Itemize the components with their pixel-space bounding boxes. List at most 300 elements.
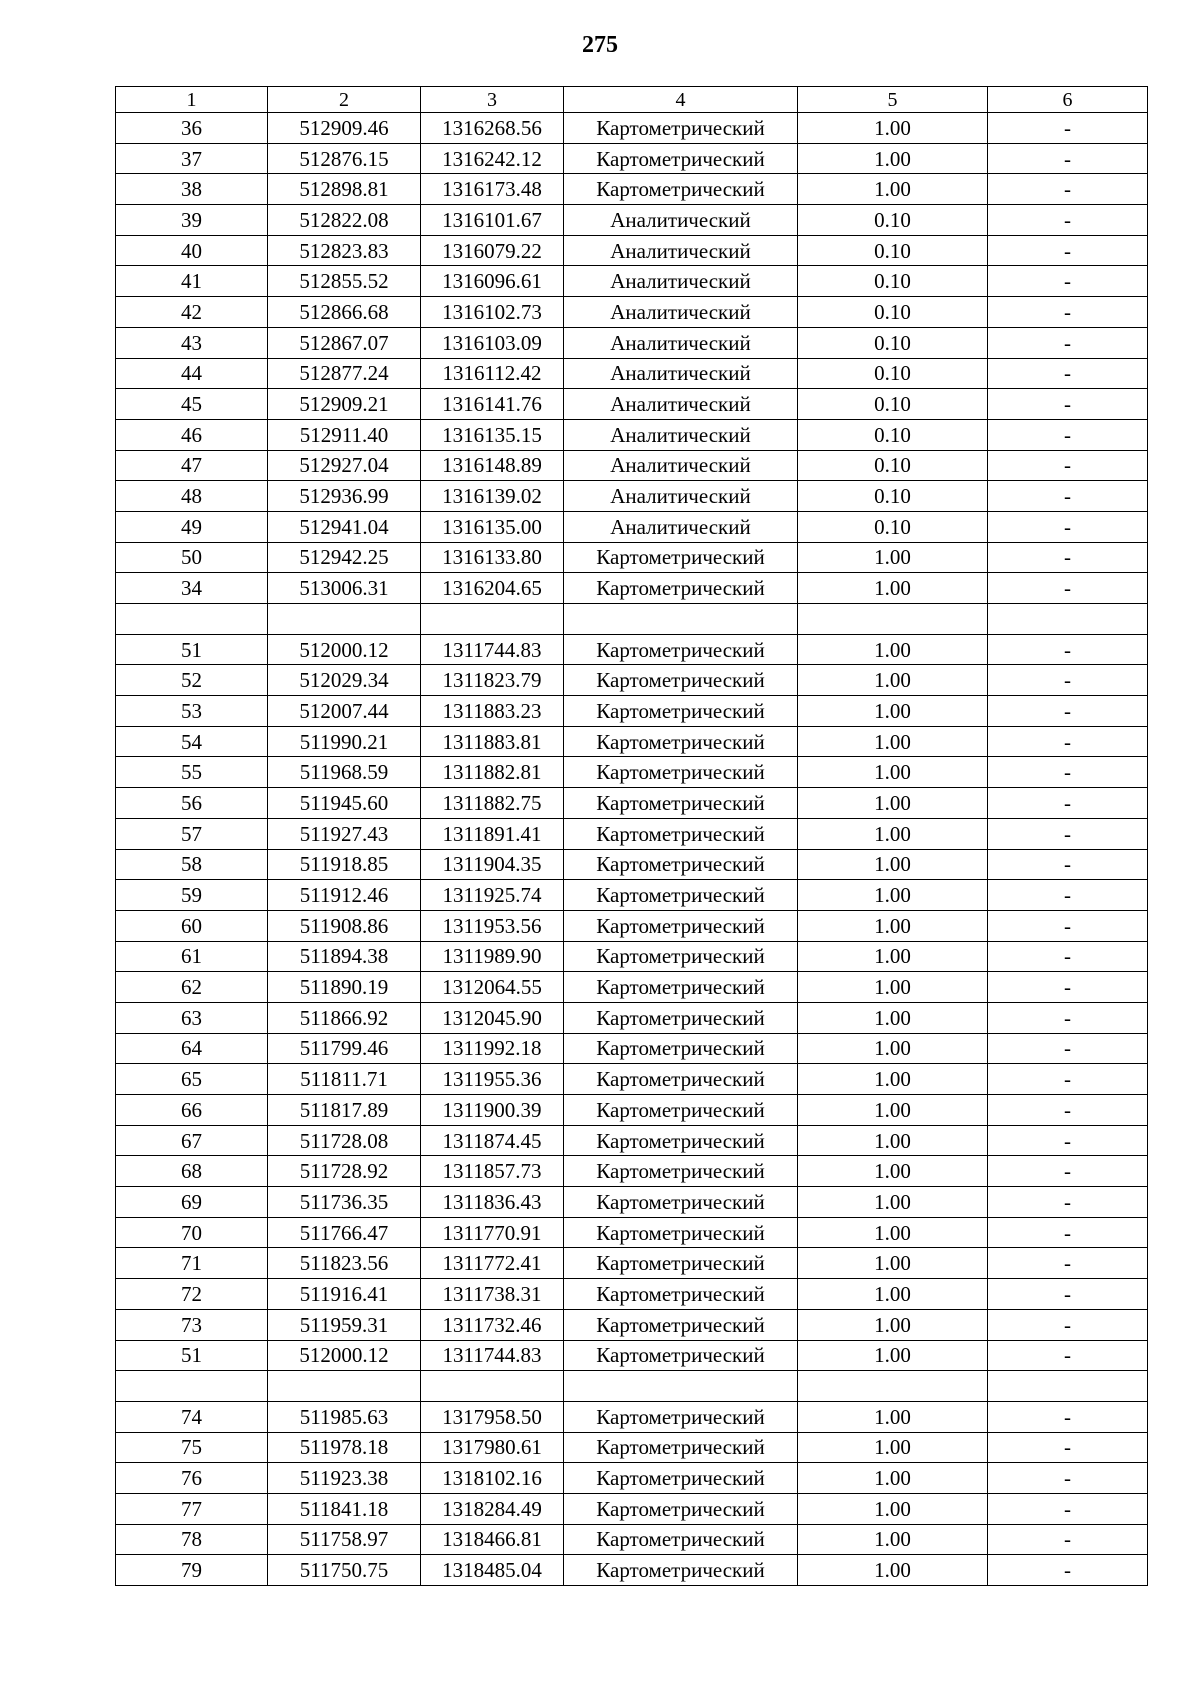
accuracy-cell: 0.10 — [798, 327, 988, 358]
y-coordinate-cell: 1317958.50 — [421, 1401, 564, 1432]
table-row — [116, 910, 1148, 941]
method-cell: Картометрический — [564, 726, 798, 757]
y-coordinate-cell: 1317980.61 — [421, 1432, 564, 1463]
column-header: 6 — [988, 87, 1148, 113]
point-number-cell: 43 — [116, 327, 268, 358]
accuracy-cell: 1.00 — [798, 1524, 988, 1555]
table-row — [116, 1033, 1148, 1064]
note-cell: - — [988, 1033, 1148, 1064]
y-coordinate-cell: 1311772.41 — [421, 1248, 564, 1279]
y-coordinate-cell: 1316204.65 — [421, 573, 564, 604]
x-coordinate-cell: 512911.40 — [268, 419, 421, 450]
accuracy-cell: 1.00 — [798, 113, 988, 144]
point-number-cell: 39 — [116, 205, 268, 236]
method-cell: Аналитический — [564, 358, 798, 389]
accuracy-cell: 1.00 — [798, 143, 988, 174]
accuracy-cell: 1.00 — [798, 1463, 988, 1494]
accuracy-cell: 0.10 — [798, 205, 988, 236]
accuracy-cell: 1.00 — [798, 941, 988, 972]
method-cell: Картометрический — [564, 1002, 798, 1033]
note-cell: - — [988, 174, 1148, 205]
x-coordinate-cell: 511985.63 — [268, 1401, 421, 1432]
accuracy-cell: 1.00 — [798, 1432, 988, 1463]
y-coordinate-cell: 1316141.76 — [421, 389, 564, 420]
method-cell: Аналитический — [564, 450, 798, 481]
table-header-row — [116, 87, 1148, 113]
x-coordinate-cell: 511908.86 — [268, 910, 421, 941]
note-cell: - — [988, 1279, 1148, 1310]
method-cell: Картометрический — [564, 634, 798, 665]
note-cell: - — [988, 972, 1148, 1003]
column-header: 4 — [564, 87, 798, 113]
note-cell: - — [988, 910, 1148, 941]
note-cell: - — [988, 113, 1148, 144]
x-coordinate-cell: 511890.19 — [268, 972, 421, 1003]
point-number-cell: 60 — [116, 910, 268, 941]
point-number-cell: 57 — [116, 818, 268, 849]
point-number-cell: 54 — [116, 726, 268, 757]
method-cell: Картометрический — [564, 972, 798, 1003]
table-row — [116, 1156, 1148, 1187]
x-coordinate-cell: 512927.04 — [268, 450, 421, 481]
x-coordinate-cell: 512867.07 — [268, 327, 421, 358]
note-cell: - — [988, 1095, 1148, 1126]
x-coordinate-cell: 512823.83 — [268, 235, 421, 266]
note-cell: - — [988, 511, 1148, 542]
y-coordinate-cell: 1318102.16 — [421, 1463, 564, 1494]
accuracy-cell: 1.00 — [798, 1125, 988, 1156]
accuracy-cell: 1.00 — [798, 1248, 988, 1279]
method-cell: Картометрический — [564, 1217, 798, 1248]
table-row — [116, 1187, 1148, 1218]
method-cell: Картометрический — [564, 910, 798, 941]
method-cell: Картометрический — [564, 1064, 798, 1095]
table-row — [116, 941, 1148, 972]
note-cell: - — [988, 1432, 1148, 1463]
y-coordinate-cell: 1311883.81 — [421, 726, 564, 757]
note-cell: - — [988, 1463, 1148, 1494]
x-coordinate-cell: 512855.52 — [268, 266, 421, 297]
y-coordinate-cell: 1316135.15 — [421, 419, 564, 450]
table-row — [116, 450, 1148, 481]
table-row — [116, 1555, 1148, 1586]
note-cell: - — [988, 389, 1148, 420]
point-number-cell: 74 — [116, 1401, 268, 1432]
method-cell: Картометрический — [564, 1156, 798, 1187]
accuracy-cell: 0.10 — [798, 511, 988, 542]
method-cell — [564, 604, 798, 635]
accuracy-cell: 1.00 — [798, 1555, 988, 1586]
accuracy-cell: 1.00 — [798, 757, 988, 788]
x-coordinate-cell: 511912.46 — [268, 880, 421, 911]
x-coordinate-cell — [268, 604, 421, 635]
y-coordinate-cell: 1311925.74 — [421, 880, 564, 911]
y-coordinate-cell: 1311953.56 — [421, 910, 564, 941]
y-coordinate-cell: 1316096.61 — [421, 266, 564, 297]
x-coordinate-cell: 512877.24 — [268, 358, 421, 389]
note-cell: - — [988, 696, 1148, 727]
table-row — [116, 1463, 1148, 1494]
table-row — [116, 604, 1148, 635]
x-coordinate-cell: 511766.47 — [268, 1217, 421, 1248]
point-number-cell: 41 — [116, 266, 268, 297]
table-row — [116, 419, 1148, 450]
x-coordinate-cell: 511866.92 — [268, 1002, 421, 1033]
point-number-cell: 56 — [116, 788, 268, 819]
table-row — [116, 573, 1148, 604]
table-row — [116, 542, 1148, 573]
table-row — [116, 1002, 1148, 1033]
note-cell: - — [988, 205, 1148, 236]
y-coordinate-cell: 1312045.90 — [421, 1002, 564, 1033]
x-coordinate-cell: 511968.59 — [268, 757, 421, 788]
table-row — [116, 665, 1148, 696]
point-number-cell: 63 — [116, 1002, 268, 1033]
table-row — [116, 1125, 1148, 1156]
column-header: 3 — [421, 87, 564, 113]
y-coordinate-cell: 1311857.73 — [421, 1156, 564, 1187]
accuracy-cell — [798, 1371, 988, 1402]
method-cell: Картометрический — [564, 573, 798, 604]
x-coordinate-cell: 511916.41 — [268, 1279, 421, 1310]
x-coordinate-cell: 512909.46 — [268, 113, 421, 144]
table-row — [116, 1279, 1148, 1310]
y-coordinate-cell: 1311744.83 — [421, 634, 564, 665]
method-cell: Аналитический — [564, 389, 798, 420]
note-cell: - — [988, 757, 1148, 788]
method-cell: Картометрический — [564, 849, 798, 880]
method-cell: Картометрический — [564, 941, 798, 972]
note-cell: - — [988, 941, 1148, 972]
accuracy-cell: 1.00 — [798, 1002, 988, 1033]
y-coordinate-cell: 1311882.75 — [421, 788, 564, 819]
note-cell: - — [988, 542, 1148, 573]
point-number-cell: 71 — [116, 1248, 268, 1279]
point-number-cell: 58 — [116, 849, 268, 880]
accuracy-cell: 1.00 — [798, 910, 988, 941]
point-number-cell: 70 — [116, 1217, 268, 1248]
point-number-cell: 76 — [116, 1463, 268, 1494]
method-cell: Аналитический — [564, 297, 798, 328]
y-coordinate-cell: 1316135.00 — [421, 511, 564, 542]
method-cell: Аналитический — [564, 419, 798, 450]
point-number-cell: 49 — [116, 511, 268, 542]
note-cell: - — [988, 266, 1148, 297]
point-number-cell: 50 — [116, 542, 268, 573]
accuracy-cell: 1.00 — [798, 1279, 988, 1310]
x-coordinate-cell: 512942.25 — [268, 542, 421, 573]
column-header: 1 — [116, 87, 268, 113]
table-row — [116, 389, 1148, 420]
accuracy-cell: 1.00 — [798, 696, 988, 727]
point-number-cell: 51 — [116, 1340, 268, 1371]
point-number-cell: 62 — [116, 972, 268, 1003]
note-cell: - — [988, 788, 1148, 819]
table-row — [116, 1493, 1148, 1524]
accuracy-cell: 1.00 — [798, 1064, 988, 1095]
method-cell: Картометрический — [564, 1555, 798, 1586]
x-coordinate-cell: 511728.92 — [268, 1156, 421, 1187]
point-number-cell: 34 — [116, 573, 268, 604]
note-cell: - — [988, 1002, 1148, 1033]
table-row — [116, 972, 1148, 1003]
x-coordinate-cell: 511841.18 — [268, 1493, 421, 1524]
x-coordinate-cell: 511945.60 — [268, 788, 421, 819]
method-cell: Картометрический — [564, 696, 798, 727]
note-cell: - — [988, 235, 1148, 266]
table-row — [116, 788, 1148, 819]
table-row — [116, 358, 1148, 389]
method-cell: Картометрический — [564, 1125, 798, 1156]
note-cell: - — [988, 1524, 1148, 1555]
y-coordinate-cell: 1312064.55 — [421, 972, 564, 1003]
y-coordinate-cell: 1316112.42 — [421, 358, 564, 389]
y-coordinate-cell: 1311992.18 — [421, 1033, 564, 1064]
method-cell: Аналитический — [564, 205, 798, 236]
accuracy-cell: 1.00 — [798, 174, 988, 205]
y-coordinate-cell: 1311989.90 — [421, 941, 564, 972]
point-number-cell: 42 — [116, 297, 268, 328]
note-cell: - — [988, 1156, 1148, 1187]
y-coordinate-cell: 1311738.31 — [421, 1279, 564, 1310]
point-number-cell: 59 — [116, 880, 268, 911]
method-cell: Картометрический — [564, 1524, 798, 1555]
note-cell: - — [988, 634, 1148, 665]
x-coordinate-cell: 511990.21 — [268, 726, 421, 757]
y-coordinate-cell: 1311891.41 — [421, 818, 564, 849]
y-coordinate-cell: 1316103.09 — [421, 327, 564, 358]
note-cell: - — [988, 297, 1148, 328]
point-number-cell: 66 — [116, 1095, 268, 1126]
y-coordinate-cell: 1311882.81 — [421, 757, 564, 788]
note-cell: - — [988, 450, 1148, 481]
table-row — [116, 1340, 1148, 1371]
method-cell: Картометрический — [564, 665, 798, 696]
note-cell: - — [988, 1309, 1148, 1340]
point-number-cell: 38 — [116, 174, 268, 205]
note-cell — [988, 1371, 1148, 1402]
method-cell: Картометрический — [564, 757, 798, 788]
method-cell: Аналитический — [564, 235, 798, 266]
method-cell: Картометрический — [564, 818, 798, 849]
y-coordinate-cell: 1318284.49 — [421, 1493, 564, 1524]
method-cell: Аналитический — [564, 266, 798, 297]
x-coordinate-cell: 511799.46 — [268, 1033, 421, 1064]
table-row — [116, 880, 1148, 911]
y-coordinate-cell: 1311744.83 — [421, 1340, 564, 1371]
accuracy-cell: 1.00 — [798, 1095, 988, 1126]
accuracy-cell: 1.00 — [798, 1217, 988, 1248]
y-coordinate-cell: 1311955.36 — [421, 1064, 564, 1095]
table-row — [116, 818, 1148, 849]
method-cell: Картометрический — [564, 1432, 798, 1463]
note-cell: - — [988, 726, 1148, 757]
table-row — [116, 696, 1148, 727]
accuracy-cell: 1.00 — [798, 1033, 988, 1064]
table-row — [116, 726, 1148, 757]
column-header: 2 — [268, 87, 421, 113]
point-number-cell: 75 — [116, 1432, 268, 1463]
table-row — [116, 849, 1148, 880]
table-row — [116, 511, 1148, 542]
method-cell: Картометрический — [564, 174, 798, 205]
accuracy-cell: 0.10 — [798, 358, 988, 389]
accuracy-cell: 0.10 — [798, 266, 988, 297]
x-coordinate-cell: 512866.68 — [268, 297, 421, 328]
table-row — [116, 297, 1148, 328]
x-coordinate-cell: 512000.12 — [268, 1340, 421, 1371]
point-number-cell: 79 — [116, 1555, 268, 1586]
x-coordinate-cell: 511736.35 — [268, 1187, 421, 1218]
note-cell: - — [988, 1493, 1148, 1524]
note-cell: - — [988, 327, 1148, 358]
accuracy-cell: 0.10 — [798, 481, 988, 512]
note-cell: - — [988, 665, 1148, 696]
method-cell: Картометрический — [564, 788, 798, 819]
table-row — [116, 634, 1148, 665]
y-coordinate-cell: 1318485.04 — [421, 1555, 564, 1586]
method-cell: Картометрический — [564, 1340, 798, 1371]
y-coordinate-cell: 1311874.45 — [421, 1125, 564, 1156]
method-cell: Картометрический — [564, 1309, 798, 1340]
page-number: 275 — [582, 32, 618, 58]
note-cell: - — [988, 419, 1148, 450]
x-coordinate-cell: 512941.04 — [268, 511, 421, 542]
note-cell: - — [988, 849, 1148, 880]
x-coordinate-cell: 511923.38 — [268, 1463, 421, 1494]
y-coordinate-cell: 1316268.56 — [421, 113, 564, 144]
point-number-cell: 52 — [116, 665, 268, 696]
method-cell: Картометрический — [564, 1033, 798, 1064]
y-coordinate-cell — [421, 1371, 564, 1402]
x-coordinate-cell: 512000.12 — [268, 634, 421, 665]
accuracy-cell: 1.00 — [798, 972, 988, 1003]
x-coordinate-cell: 511959.31 — [268, 1309, 421, 1340]
point-number-cell: 73 — [116, 1309, 268, 1340]
table-row — [116, 1371, 1148, 1402]
note-cell: - — [988, 818, 1148, 849]
table-row — [116, 174, 1148, 205]
accuracy-cell: 1.00 — [798, 818, 988, 849]
accuracy-cell: 0.10 — [798, 297, 988, 328]
accuracy-cell: 1.00 — [798, 726, 988, 757]
accuracy-cell: 1.00 — [798, 1493, 988, 1524]
column-header: 5 — [798, 87, 988, 113]
table-row — [116, 1309, 1148, 1340]
note-cell: - — [988, 481, 1148, 512]
point-number-cell: 77 — [116, 1493, 268, 1524]
accuracy-cell: 1.00 — [798, 665, 988, 696]
method-cell: Аналитический — [564, 327, 798, 358]
y-coordinate-cell: 1318466.81 — [421, 1524, 564, 1555]
coordinates-table — [115, 86, 1148, 1586]
point-number-cell: 48 — [116, 481, 268, 512]
y-coordinate-cell: 1316173.48 — [421, 174, 564, 205]
point-number-cell: 69 — [116, 1187, 268, 1218]
point-number-cell: 46 — [116, 419, 268, 450]
note-cell: - — [988, 1217, 1148, 1248]
y-coordinate-cell: 1311732.46 — [421, 1309, 564, 1340]
table-row — [116, 481, 1148, 512]
method-cell: Картометрический — [564, 1463, 798, 1494]
coordinates-table-body — [116, 87, 1148, 1586]
accuracy-cell: 0.10 — [798, 389, 988, 420]
table-row — [116, 757, 1148, 788]
table-row — [116, 113, 1148, 144]
accuracy-cell: 1.00 — [798, 542, 988, 573]
y-coordinate-cell: 1311823.79 — [421, 665, 564, 696]
point-number-cell — [116, 1371, 268, 1402]
method-cell: Аналитический — [564, 511, 798, 542]
accuracy-cell: 1.00 — [798, 573, 988, 604]
y-coordinate-cell: 1316133.80 — [421, 542, 564, 573]
accuracy-cell: 1.00 — [798, 1309, 988, 1340]
accuracy-cell: 1.00 — [798, 788, 988, 819]
x-coordinate-cell: 511758.97 — [268, 1524, 421, 1555]
note-cell: - — [988, 1555, 1148, 1586]
note-cell: - — [988, 143, 1148, 174]
point-number-cell: 55 — [116, 757, 268, 788]
y-coordinate-cell: 1316148.89 — [421, 450, 564, 481]
method-cell: Картометрический — [564, 1493, 798, 1524]
note-cell: - — [988, 1340, 1148, 1371]
note-cell: - — [988, 880, 1148, 911]
x-coordinate-cell: 513006.31 — [268, 573, 421, 604]
accuracy-cell: 0.10 — [798, 235, 988, 266]
accuracy-cell: 1.00 — [798, 849, 988, 880]
y-coordinate-cell: 1311836.43 — [421, 1187, 564, 1218]
accuracy-cell: 1.00 — [798, 880, 988, 911]
accuracy-cell: 1.00 — [798, 1401, 988, 1432]
note-cell: - — [988, 1125, 1148, 1156]
point-number-cell: 64 — [116, 1033, 268, 1064]
table-row — [116, 205, 1148, 236]
table-row — [116, 143, 1148, 174]
x-coordinate-cell — [268, 1371, 421, 1402]
x-coordinate-cell: 511750.75 — [268, 1555, 421, 1586]
y-coordinate-cell: 1316242.12 — [421, 143, 564, 174]
x-coordinate-cell: 511823.56 — [268, 1248, 421, 1279]
note-cell: - — [988, 358, 1148, 389]
method-cell: Картометрический — [564, 1095, 798, 1126]
point-number-cell: 68 — [116, 1156, 268, 1187]
point-number-cell: 67 — [116, 1125, 268, 1156]
method-cell: Картометрический — [564, 113, 798, 144]
point-number-cell: 40 — [116, 235, 268, 266]
table-row — [116, 1432, 1148, 1463]
y-coordinate-cell: 1316139.02 — [421, 481, 564, 512]
method-cell: Картометрический — [564, 880, 798, 911]
note-cell: - — [988, 1248, 1148, 1279]
y-coordinate-cell: 1316101.67 — [421, 205, 564, 236]
x-coordinate-cell: 512029.34 — [268, 665, 421, 696]
x-coordinate-cell: 511894.38 — [268, 941, 421, 972]
table-row — [116, 235, 1148, 266]
point-number-cell: 53 — [116, 696, 268, 727]
x-coordinate-cell: 512822.08 — [268, 205, 421, 236]
y-coordinate-cell: 1311883.23 — [421, 696, 564, 727]
y-coordinate-cell: 1311770.91 — [421, 1217, 564, 1248]
y-coordinate-cell — [421, 604, 564, 635]
x-coordinate-cell: 511978.18 — [268, 1432, 421, 1463]
table-row — [116, 1248, 1148, 1279]
point-number-cell: 51 — [116, 634, 268, 665]
accuracy-cell: 1.00 — [798, 634, 988, 665]
method-cell: Картометрический — [564, 1401, 798, 1432]
x-coordinate-cell: 511817.89 — [268, 1095, 421, 1126]
method-cell: Картометрический — [564, 1187, 798, 1218]
point-number-cell: 44 — [116, 358, 268, 389]
